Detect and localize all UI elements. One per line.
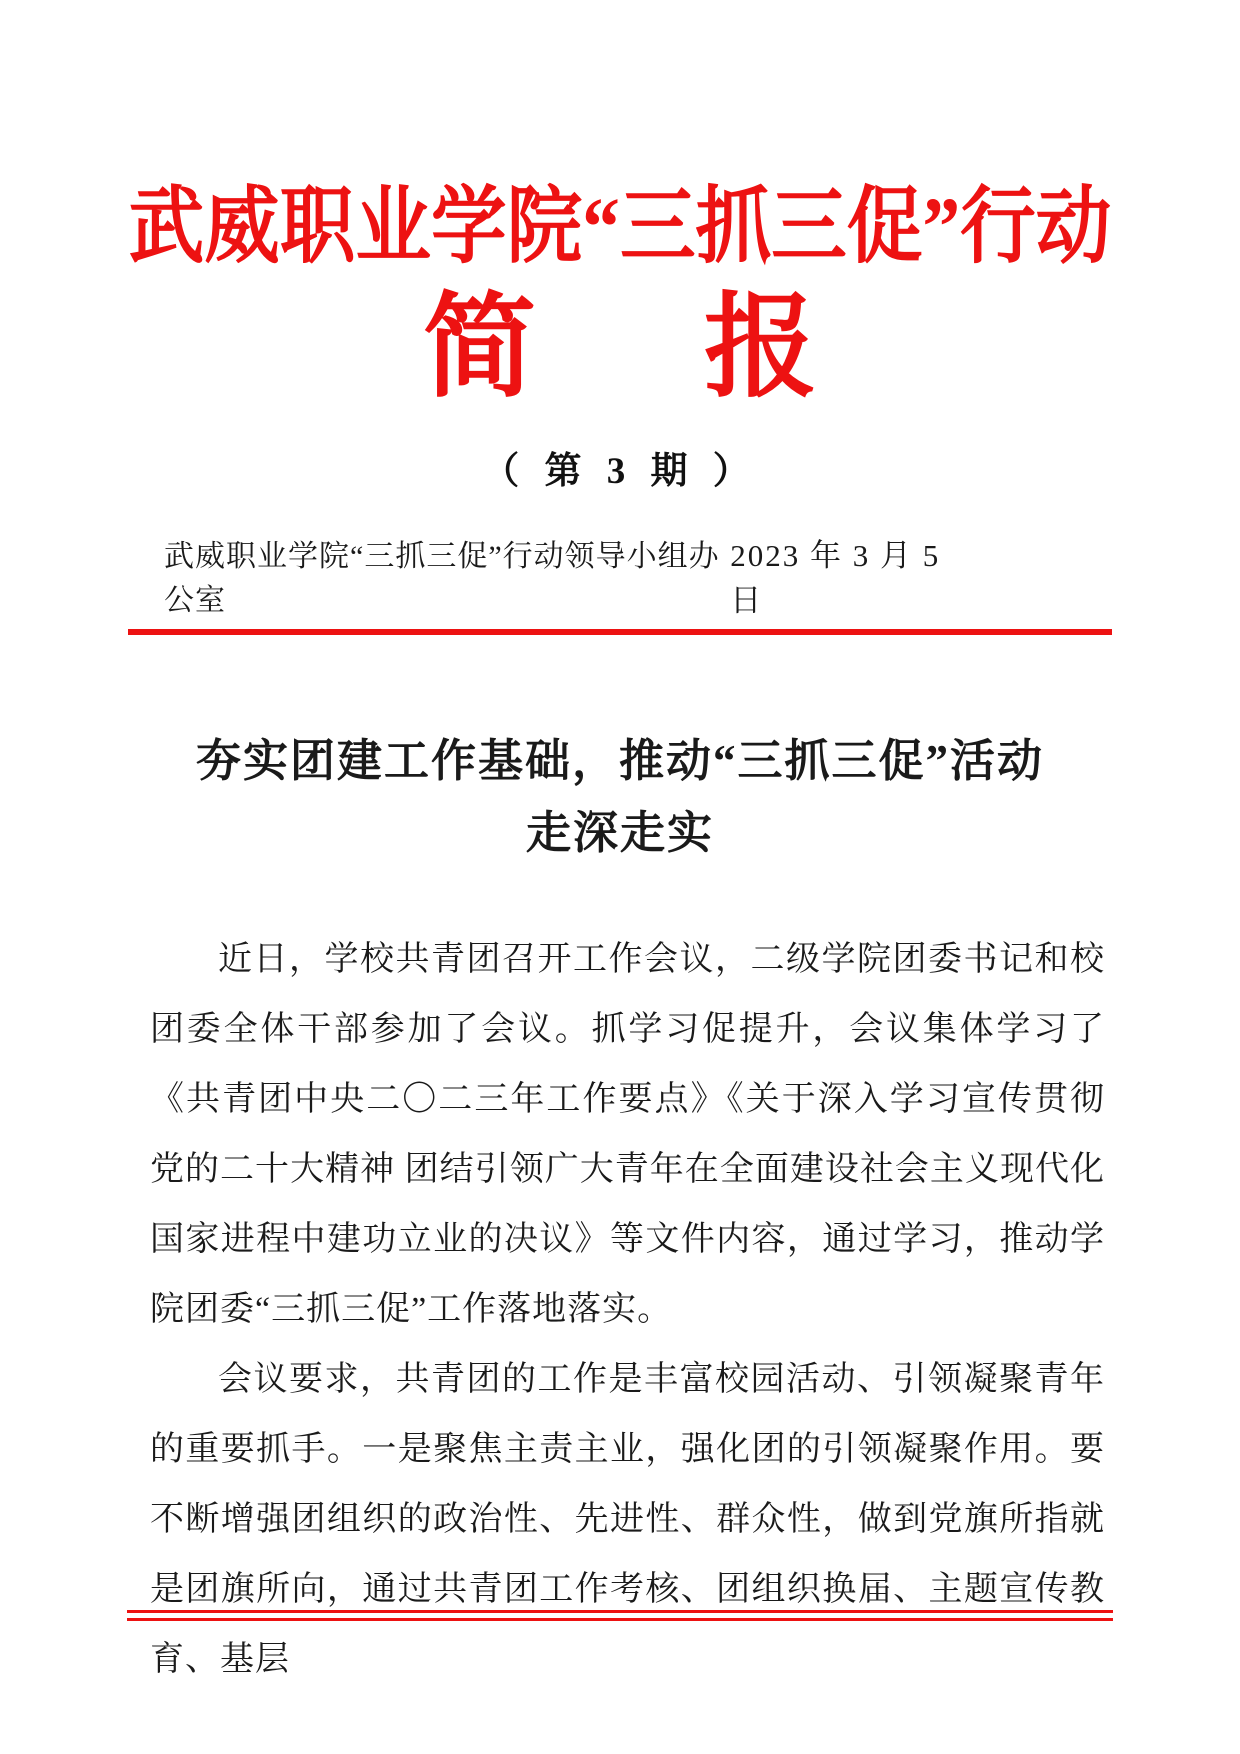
publication-date: 2023 年 3 月 5 日 xyxy=(730,538,941,619)
issuing-office: 武威职业学院“三抓三促”行动领导小组办公室 xyxy=(164,540,720,618)
masthead-red-rule xyxy=(128,629,1112,635)
paper-title xyxy=(0,285,1240,411)
paragraph-2: 会议要求，共青团的工作是丰富校园活动、引领凝聚青年的重要抓手。一是聚焦主责主业，强化团的引领凝聚作用。要不断增强团组织的政治性、先进性、群众性，做到党旗所指就是团旗所向，通过共青团工作考核、团组织换届、主题宣传教育、基层 xyxy=(150,1361,1105,1679)
article-title xyxy=(120,725,1120,869)
article-title-line-2: 走深走实 xyxy=(525,808,714,859)
article-body xyxy=(150,925,1105,1695)
paper-title-char-2: 报 xyxy=(704,285,817,411)
masthead xyxy=(0,183,1240,635)
footer-double-rule xyxy=(127,1610,1113,1621)
masthead-title: 武威职业学院“三抓三促”行动 xyxy=(128,181,1112,274)
article xyxy=(0,725,1240,1695)
article-title-line-1: 夯实团建工作基础，推动“三抓三促”活动 xyxy=(195,736,1044,787)
issue-number: （ 第 3 期 ） xyxy=(482,451,758,493)
paper-title-char-1: 简 xyxy=(423,285,536,411)
publication-row xyxy=(130,530,1110,620)
paragraph-1: 近日，学校共青团召开工作会议，二级学院团委书记和校团委全体干部参加了会议。抓学习促提升，会议集体学习了《共青团中央二〇二三年工作要点》《关于深入学习宣传贯彻党的二十大精神 团结引领广大青年在全面建设社会主义现代化国家进程中建功立业的决议》等文件内容，通过学习，推动学院团委“三抓三促”工作落地落实。 xyxy=(150,941,1105,1329)
